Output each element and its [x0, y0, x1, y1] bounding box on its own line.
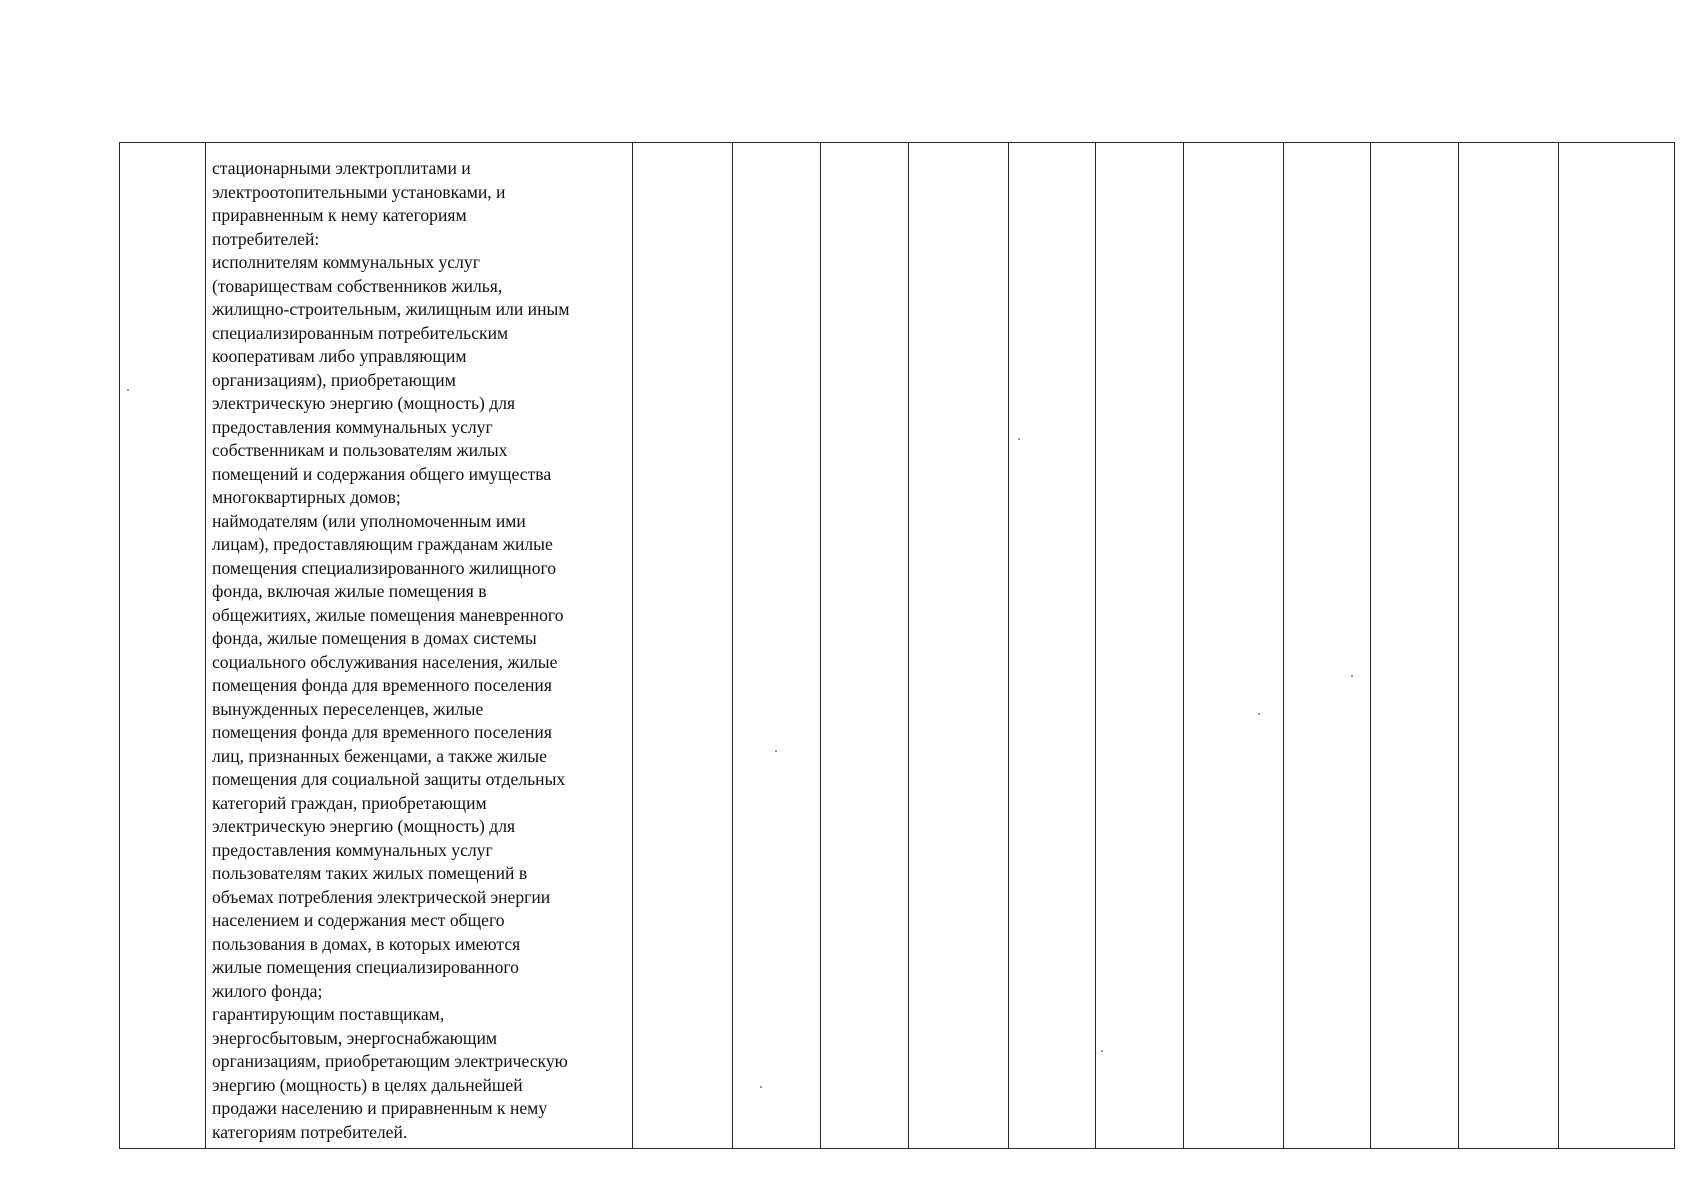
description-line: жилые помещения специализированного	[212, 957, 519, 977]
description-line: фонда, включая жилые помещения в	[212, 581, 487, 601]
description-line: энергосбытовым, энергоснабжающим	[212, 1027, 498, 1048]
description-line: энергию (мощность) в целях дальнейшей	[212, 1074, 523, 1095]
table-row	[120, 143, 1675, 1149]
description-cell	[206, 143, 633, 1149]
description-line: вынужденных переселенцев, жилые	[212, 698, 484, 719]
description-line: продажи населению и приравненным к нему	[212, 1098, 548, 1118]
scan-speck	[1258, 713, 1260, 715]
value-cell	[1559, 143, 1675, 1149]
description-line: объемах потребления электрической энергии	[212, 886, 551, 907]
description-line: организациям), приобретающим	[212, 369, 456, 390]
value-cell	[909, 143, 1009, 1149]
description-line: многоквартирных домов;	[212, 487, 401, 507]
description-line: категориям потребителей.	[212, 1121, 408, 1142]
value-cell	[1096, 143, 1184, 1149]
scan-speck	[1101, 1050, 1103, 1052]
description-line: электроотопительными установками, и	[212, 181, 506, 202]
description-line: исполнителям коммунальных услуг	[212, 252, 480, 272]
value-cell	[1284, 143, 1371, 1149]
description-line: гарантирующим поставщикам,	[212, 1004, 445, 1024]
description-line: лицам), предоставляющим гражданам жилые	[212, 534, 553, 554]
description-line: жилищно-строительным, жилищным или иным	[212, 299, 570, 319]
number-cell	[120, 143, 206, 1149]
value-cell	[1459, 143, 1559, 1149]
value-cell	[633, 143, 733, 1149]
scan-speck	[1018, 438, 1020, 440]
description-line: потребителей:	[212, 228, 320, 249]
description-line: собственникам и пользователям жилых	[212, 440, 508, 460]
description-line: общежитиях, жилые помещения маневренного	[212, 604, 564, 625]
description-line: пользования в домах, в которых имеются	[212, 933, 521, 954]
description-line: социального обслуживания населения, жилые	[212, 651, 558, 672]
description-line: электрическую энергию (мощность) для	[212, 816, 516, 836]
value-cell	[733, 143, 821, 1149]
description-line: приравненным к нему категориям	[212, 205, 467, 225]
description-line: жилого фонда;	[212, 980, 323, 1001]
description-line: организациям, приобретающим электрическую	[212, 1051, 568, 1071]
description-line: предоставления коммунальных услуг	[212, 839, 493, 860]
description-line: предоставления коммунальных услуг	[212, 416, 493, 437]
value-cell	[821, 143, 909, 1149]
description-line: фонда, жилые помещения в домах системы	[212, 628, 537, 648]
description-line: лиц, признанных беженцами, а также жилые	[212, 745, 547, 766]
scan-speck	[127, 389, 129, 391]
description-line: помещения для социальной защиты отдельных	[212, 769, 566, 789]
description-line: помещений и содержания общего имущества	[212, 463, 552, 484]
tariff-table	[119, 142, 1675, 1149]
scan-speck	[760, 1086, 762, 1088]
description-line: наймодателям (или уполномоченным ими	[212, 510, 526, 531]
value-cell	[1371, 143, 1459, 1149]
description-line: категорий граждан, приобретающим	[212, 792, 487, 813]
description-line: специализированным потребительским	[212, 322, 509, 343]
description-line: населением и содержания мест общего	[212, 910, 505, 930]
description-line: (товариществам собственников жилья,	[212, 275, 503, 296]
value-cell	[1184, 143, 1284, 1149]
description-line: пользователям таких жилых помещений в	[212, 863, 528, 883]
description-line: помещения фонда для временного поселения	[212, 722, 552, 742]
description-line: стационарными электроплитами и	[212, 158, 471, 178]
value-cell	[1009, 143, 1096, 1149]
description-line: электрическую энергию (мощность) для	[212, 393, 516, 413]
description-line: кооперативам либо управляющим	[212, 346, 467, 366]
description-line: помещения специализированного жилищного	[212, 557, 557, 578]
description-line: помещения фонда для временного поселения	[212, 675, 552, 695]
scan-speck	[1351, 675, 1353, 677]
scan-speck	[775, 750, 777, 752]
